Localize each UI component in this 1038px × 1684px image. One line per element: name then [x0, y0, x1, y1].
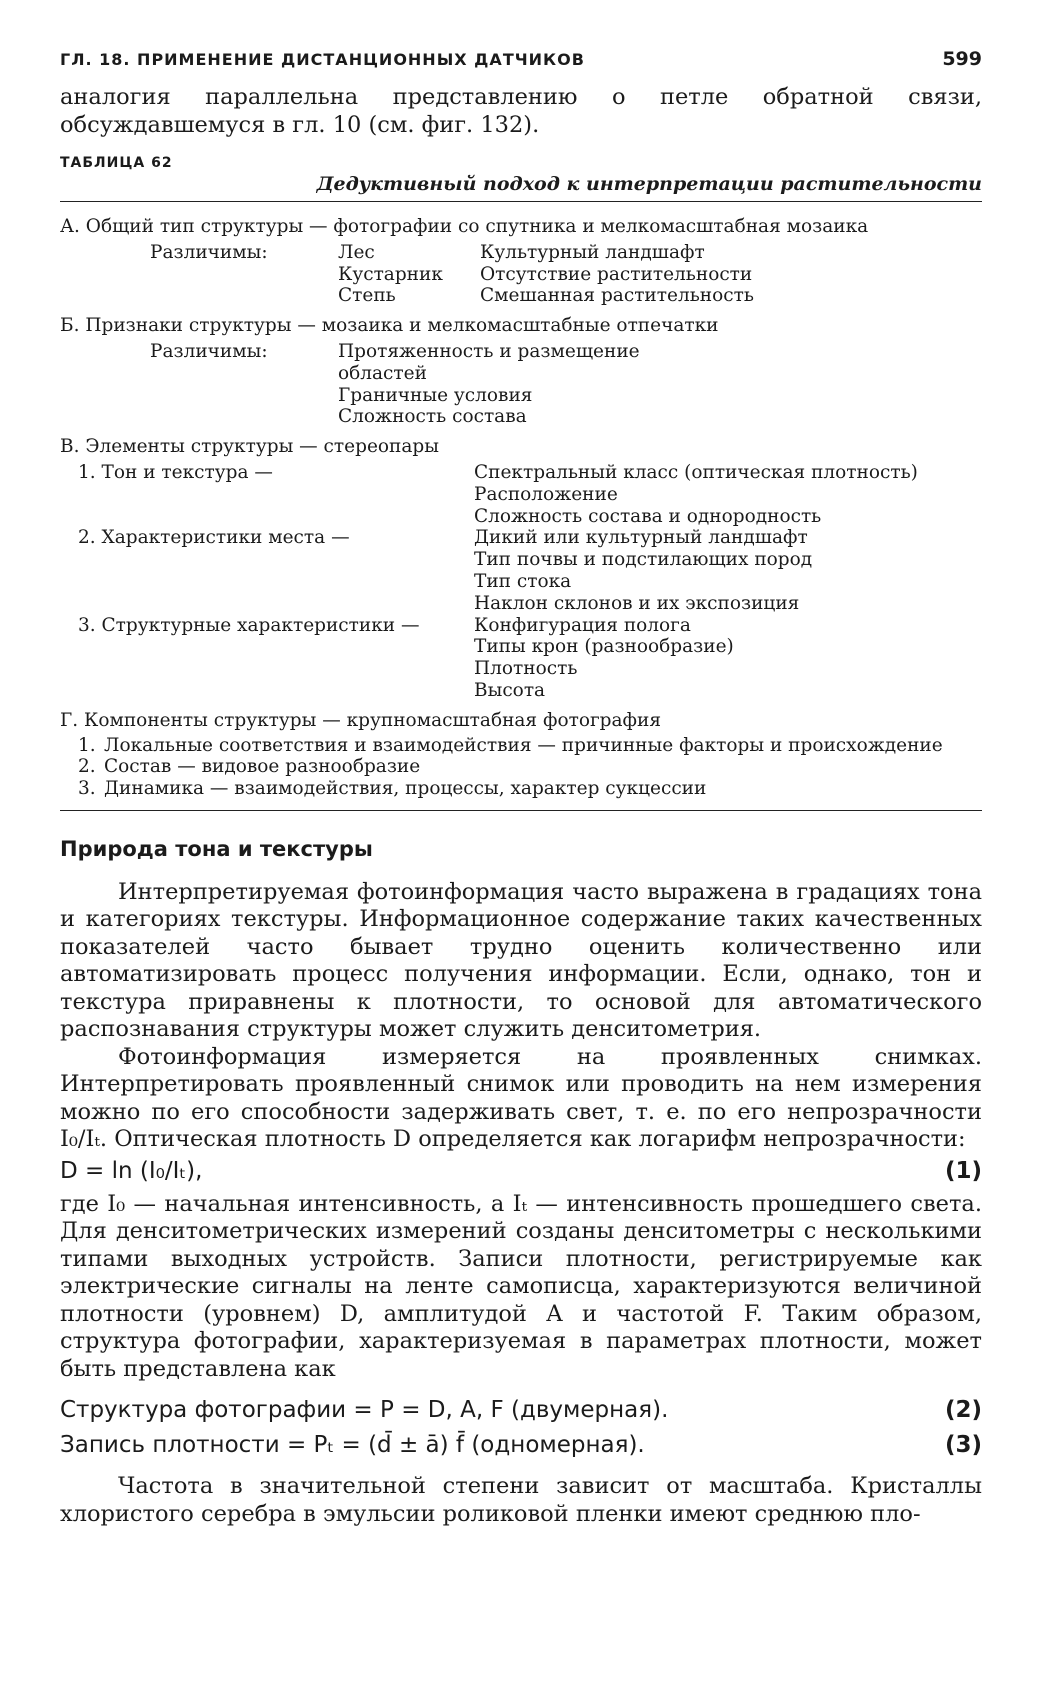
section-a-row — [60, 242, 982, 307]
paragraph-4: Частота в значительной степени зависит от масштаба. Кристаллы хлористого серебра в эмульсии роликовой пленки имеют среднюю пло- — [60, 1473, 982, 1527]
item-text: Локальные соответствия и взаимодействия — причинные факторы и происхождение — [104, 734, 943, 756]
equation-number: (1) — [944, 1157, 982, 1184]
section-a-heading: А. Общий тип структуры — фотографии со спутника и мелкомасштабная мозаика — [60, 216, 869, 237]
section-v-group-3 — [60, 615, 982, 702]
section-v-group-1 — [60, 462, 982, 527]
group-title: 2. Характеристики места — — [78, 527, 350, 549]
group-items — [474, 615, 982, 702]
table-section-v — [60, 436, 982, 702]
book-page — [60, 48, 982, 1528]
list-item: Наклон склонов и их экспозиция — [474, 592, 800, 614]
list-item: Протяженность и размещение областей — [338, 340, 640, 384]
equation-1 — [60, 1158, 982, 1185]
group-title: 1. Тон и текстура — — [78, 461, 273, 483]
group-items — [474, 462, 982, 527]
table-section-b — [60, 315, 982, 428]
list-item — [78, 756, 982, 778]
paragraph-3: где I₀ — начальная интенсивность, а Iₜ — интенсивность прошедшего света. Для денситометрических измерений созданы денситометры с несколькими типами выходных устройств. Записи плотности, регистрируемые как электрические сигналы на ленте самописца, характеризуются величиной плотности (уровнем) D, амплитудой A и частотой F. Таким образом, структура фотографии, характеризуемая в параметрах плотности, может быть представлена как — [60, 1190, 982, 1382]
table-caption: Дедуктивный подход к интерпретации растительности — [316, 173, 982, 195]
section-b-row — [60, 341, 982, 428]
list-item: Культурный ландшафт — [480, 241, 705, 263]
table-62 — [60, 202, 982, 810]
page-header — [60, 48, 982, 70]
section-b-items — [338, 341, 658, 428]
group-items — [474, 527, 982, 614]
equation-text: Запись плотности = Pₜ = (d̄ ± ā) f̄ (одномерная). — [60, 1432, 645, 1459]
list-item: Сложность состава и однородность — [474, 505, 822, 527]
paragraph-1: Интерпретируемая фотоинформация часто выражена в градациях тона и категориях текстуры. Информационное содержание таких качественных показателей часто бывает трудно оценить количественно или автоматизировать процесс получения информации. Если, однако, тон и текстура приравнены к плотности, то основой для автоматического распознавания структуры может служить денситометрия. — [60, 878, 982, 1043]
list-item: Смешанная растительность — [480, 285, 754, 307]
section-a-col2 — [480, 242, 982, 307]
list-item — [78, 735, 982, 757]
item-number: 3. — [78, 778, 96, 800]
section-b-heading: Б. Признаки структуры — мозаика и мелкомасштабные отпечатки — [60, 315, 719, 337]
list-item: Лес — [338, 241, 375, 263]
list-item — [78, 778, 982, 800]
section-v-group-2 — [60, 527, 982, 614]
item-number: 1. — [78, 734, 96, 756]
section-v-heading: В. Элементы структуры — стереопары — [60, 436, 439, 458]
list-item: Плотность — [474, 658, 578, 680]
page-number: 599 — [942, 48, 982, 70]
list-item: Кустарник — [338, 263, 443, 285]
equation-2 — [60, 1397, 982, 1424]
list-item: Тип почвы и подстилающих пород — [474, 549, 813, 571]
table-section-g — [60, 710, 982, 800]
section-g-items — [60, 735, 982, 800]
item-text: Состав — видовое разнообразие — [104, 756, 421, 778]
list-item: Отсутствие растительности — [480, 263, 753, 285]
group-title: 3. Структурные характеристики — — [78, 614, 420, 636]
table-section-a — [60, 216, 982, 307]
table-label: ТАБЛИЦА 62 — [60, 155, 173, 171]
list-item: Высота — [474, 679, 546, 701]
section-heading: Природа тона и текстуры — [60, 836, 373, 861]
item-text: Динамика — взаимодействия, процессы, характер сукцессии — [104, 778, 707, 800]
section-b-label: Различимы: — [150, 340, 268, 362]
paragraph-2: Фотоинформация измеряется на проявленных снимках. Интерпретировать проявленный снимок или проводить на нем измерения можно по его способности задерживать свет, т. е. по его непрозрачности I₀/Iₜ. Оптическая плотность D определяется как логарифм непрозрачности: — [60, 1043, 982, 1153]
list-item: Степь — [338, 285, 396, 307]
list-item: Спектральный класс (оптическая плотность) — [474, 461, 918, 483]
list-item: Сложность состава — [338, 406, 527, 428]
equation-text: D = ln (I₀/Iₜ), — [60, 1157, 203, 1184]
equation-3 — [60, 1432, 982, 1459]
list-item: Дикий или культурный ландшафт — [474, 527, 808, 549]
section-a-label: Различимы: — [150, 241, 268, 263]
section-a-col1 — [338, 242, 480, 307]
list-item: Граничные условия — [338, 384, 533, 406]
running-title: ГЛ. 18. ПРИМЕНЕНИЕ ДИСТАНЦИОННЫХ ДАТЧИКОВ — [60, 50, 585, 69]
equation-number: (2) — [944, 1397, 982, 1424]
section-g-heading: Г. Компоненты структуры — крупномасштабная фотография — [60, 709, 662, 731]
table-bottom-rule — [60, 810, 982, 811]
intro-paragraph: аналогия параллельна представлению о петле обратной связи, обсуждавшемуся в гл. 10 (см. фиг. 132). — [60, 84, 982, 138]
list-item: Конфигурация полога — [474, 614, 691, 636]
item-number: 2. — [78, 756, 96, 778]
equation-number: (3) — [944, 1432, 982, 1459]
equation-text: Структура фотографии = P = D, A, F (двумерная). — [60, 1397, 669, 1424]
list-item: Тип стока — [474, 570, 572, 592]
list-item: Типы крон (разнообразие) — [474, 636, 734, 658]
list-item: Расположение — [474, 483, 618, 505]
